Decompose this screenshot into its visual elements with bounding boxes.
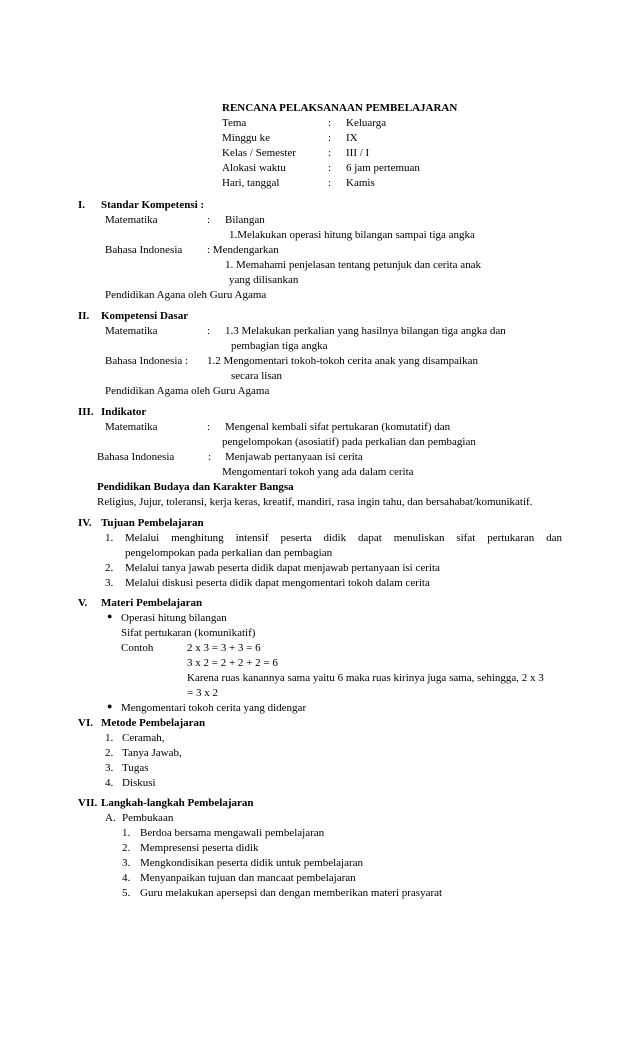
meta-label: Minggu ke [222, 132, 270, 144]
list-item-text: Berdoa bersama mengawali pembelajaran [140, 827, 325, 839]
section-number: I. [78, 199, 86, 211]
subject-value: 1.2 Mengomentari tokoh-tokoh cerita anak yang disampaikan [207, 355, 478, 367]
materi-text: Sifat pertukaran (komunikatif) [121, 627, 256, 639]
word: sifat [456, 532, 476, 544]
list-number: 3. [105, 762, 114, 774]
meta-label: Tema [222, 117, 247, 129]
meta-value: III / I [346, 147, 370, 159]
list-item-text: Tugas [122, 762, 149, 774]
colon: : [207, 325, 211, 337]
list-number: 1. [105, 532, 114, 544]
list-number: 3. [122, 857, 131, 869]
meta-colon: : [328, 177, 332, 189]
list-item-text: Diskusi [122, 777, 156, 789]
list-number: 2. [122, 842, 131, 854]
bullet-icon: ● [107, 611, 113, 621]
meta-colon: : [328, 162, 332, 174]
list-item-text: Menyanpaikan tujuan dan mancaat pembelajaran [140, 872, 356, 884]
word: menuliskan [393, 532, 445, 544]
word: dapat [358, 532, 382, 544]
equation: 3 x 2 = 2 + 2 + 2 = 6 [187, 657, 278, 669]
contoh-label: Contoh [121, 642, 154, 654]
sub-letter: A. [105, 812, 116, 824]
agama-note: Pendidikan Agama oleh Guru Agama [105, 385, 270, 397]
meta-colon: : [328, 147, 332, 159]
meta-label: Hari, tanggal [222, 177, 280, 189]
list-number: 1. [105, 732, 114, 744]
subject-label: Matematika [105, 421, 158, 433]
word: pertukaran [487, 532, 535, 544]
word: Melalui [125, 532, 160, 544]
subject-value: : Mendengarkan [207, 244, 279, 256]
list-item-text: Ceramah, [122, 732, 165, 744]
word: dan [546, 532, 562, 544]
list-number: 4. [105, 777, 114, 789]
section-heading: Kompetensi Dasar [101, 310, 189, 322]
colon: : [208, 451, 212, 463]
meta-value: Keluarga [346, 117, 387, 129]
equation: 2 x 3 = 3 + 3 = 6 [187, 642, 261, 654]
list-number: 1. [122, 827, 131, 839]
subject-value: yang dilisankan [229, 274, 299, 286]
list-item-text: Guru melakukan apersepsi dan dengan memberikan materi prasyarat [140, 887, 443, 899]
list-item-text: pengelompokan pada perkalian dan pembagian [125, 547, 333, 559]
subject-value: Menjawab pertanyaan isi cerita [225, 451, 363, 463]
meta-label: Kelas / Semester [222, 147, 296, 159]
list-item-text: Tanya Jawab, [122, 747, 182, 759]
section-number: V. [78, 597, 88, 609]
subject-label: Bahasa Indonesia [105, 244, 183, 256]
subject-label: Matematika [105, 214, 158, 226]
section-heading: Tujuan Pembelajaran [101, 517, 204, 529]
section-heading: Metode Pembelajaran [101, 717, 206, 729]
bullet-icon: ● [107, 701, 113, 711]
document-title: RENCANA PELAKSANAAN PEMBELAJARAN [222, 102, 458, 114]
materi-text: = 3 x 2 [187, 687, 218, 699]
subject-value: 1. Memahami penjelasan tentang petunjuk dan cerita anak [225, 259, 481, 271]
subject-value: Bilangan [225, 214, 265, 226]
bullet-text: Operasi hitung bilangan [121, 612, 227, 624]
materi-text: Karena ruas kanannya sama yaitu 6 maka ruas kirinya juga sama, sehingga, 2 x 3 [187, 672, 544, 684]
subject-label: Bahasa Indonesia : [105, 355, 189, 367]
bullet-text: Mengomentari tokoh cerita yang didengar [121, 702, 307, 714]
budaya-heading: Pendidikan Budaya dan Karakter Bangsa [97, 481, 294, 493]
subject-label: Bahasa Indonesia [97, 451, 175, 463]
section-heading: Indikator [101, 406, 147, 418]
sub-heading: Pembukaan [122, 812, 174, 824]
subject-value: secara lisan [231, 370, 282, 382]
section-heading: Materi Pembelajaran [101, 597, 203, 609]
list-number: 2. [105, 747, 114, 759]
subject-value: 1.3 Melakukan perkalian yang hasilnya bilangan tiga angka dan [225, 325, 506, 337]
list-item-text: Melalui diskusi peserta didik dapat mengomentari tokoh dalam cerita [125, 577, 430, 589]
meta-colon: : [328, 132, 332, 144]
section-heading: Langkah-langkah Pembelajaran [101, 797, 254, 809]
meta-label: Alokasi waktu [222, 162, 286, 174]
word: didik [323, 532, 347, 544]
section-heading: Standar Kompetensi : [101, 199, 205, 211]
meta-colon: : [328, 117, 332, 129]
agama-note: Pendidikan Agana oleh Guru Agama [105, 289, 267, 301]
section-number: II. [78, 310, 90, 322]
subject-value: Mengomentari tokoh yang ada dalam cerita [222, 466, 414, 478]
colon: : [207, 214, 211, 226]
list-number: 3. [105, 577, 114, 589]
subject-value: pengelompokan (asosiatif) pada perkalian dan pembagian [222, 436, 476, 448]
section-number: VI. [78, 717, 93, 729]
list-item-text: Melalui tanya jawab peserta didik dapat menjawab pertanyaan isi cerita [125, 562, 440, 574]
meta-value: 6 jam pertemuan [346, 162, 420, 174]
subject-label: Matematika [105, 325, 158, 337]
word: menghitung [171, 532, 224, 544]
list-number: 5. [122, 887, 131, 899]
list-item-justified [125, 533, 562, 544]
word: intensif [235, 532, 269, 544]
colon: : [207, 421, 211, 433]
list-number: 4. [122, 872, 131, 884]
list-item-text: Mengkondisikan peserta didik untuk pembelajaran [140, 857, 363, 869]
section-number: III. [78, 406, 94, 418]
meta-value: Kamis [346, 177, 375, 189]
meta-value: IX [346, 132, 358, 144]
section-number: IV. [78, 517, 92, 529]
subject-value: pembagian tiga angka [231, 340, 328, 352]
budaya-text: Religius, Jujur, toleransi, kerja keras, kreatif, mandiri, rasa ingin tahu, dan bersahabat/komunikatif. [97, 496, 533, 508]
subject-value: 1.Melakukan operasi hitung bilangan sampai tiga angka [229, 229, 475, 241]
list-number: 2. [105, 562, 114, 574]
section-number: VII. [78, 797, 98, 809]
word: peserta [280, 532, 312, 544]
list-item-text: Mempresensi peserta didik [140, 842, 259, 854]
subject-value: Mengenal kembali sifat pertukaran (komutatif) dan [225, 421, 451, 433]
